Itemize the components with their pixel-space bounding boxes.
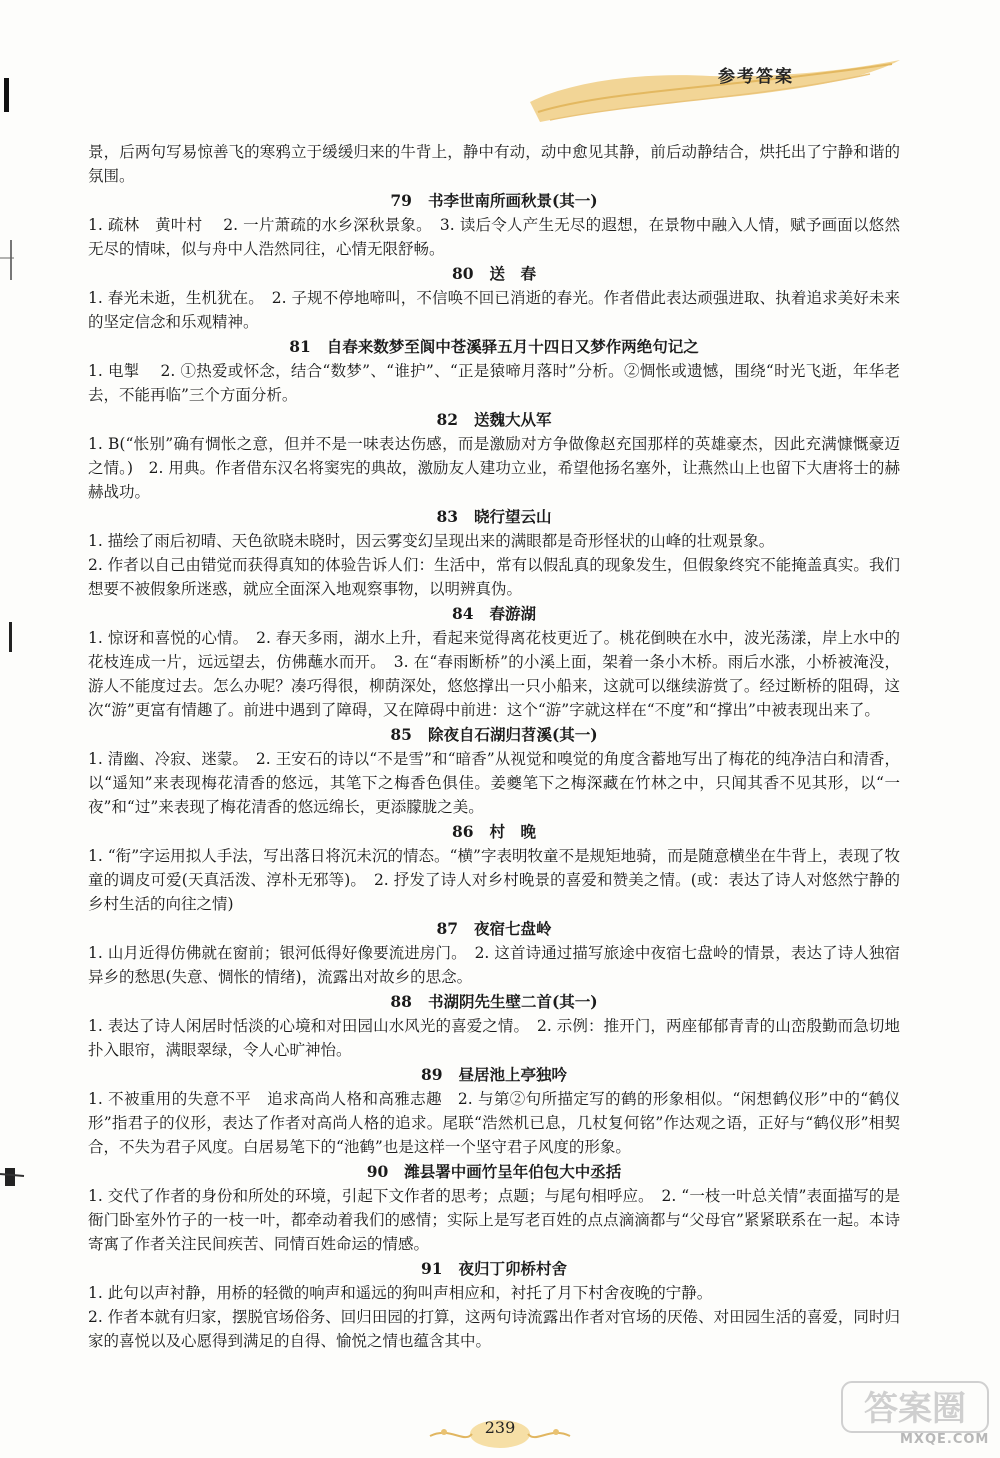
- section-heading: 潍县署中画竹呈年伯包大中丞括: [404, 1162, 622, 1181]
- answer-paragraph: 1. 春光未逝，生机犹在。 2. 子规不停地啼叫，不信唤不回已消逝的春光。作者借此表达顽强进取、执着追求美好未来的坚定信念和乐观精神。: [88, 289, 900, 331]
- section-heading: 送 春: [489, 264, 537, 283]
- section-heading: 书李世南所画秋景(其一): [427, 191, 598, 210]
- page-number: 239: [484, 1418, 516, 1437]
- section-title: [88, 1160, 900, 1184]
- section-heading: 自春来数梦至阆中苍溪驿五月十四日又梦作两绝句记之: [326, 337, 699, 356]
- answer-paragraph: 1. 山月近得仿佛就在窗前；银河低得好像要流进房门。 2. 这首诗通过描写旅途中夜宿七盘岭的情景，表达了诗人独宿异乡的愁思(失意、惆怅的情绪)，流露出对故乡的思念。: [88, 944, 900, 986]
- section-title: [88, 990, 900, 1014]
- answer-paragraph: 1. 惊讶和喜悦的心情。 2. 春天多雨，湖水上升，看起来觉得离花枝更近了。桃花倒映在水中，波光荡漾，岸上水中的花枝连成一片，远远望去，仿佛蘸水而开。 3. 在“春雨断桥”的小溪上面，架着一条小木桥。雨后水涨，小桥被淹没，游人不能度过去。怎么办呢？凑巧得很，柳荫深处，悠悠撑出一只小船来，这就可以继续游赏了。经过断桥的阻碍，这次“游”更富有情趣了。前进中遇到了障碍，又在障碍中前进：这个“游”字就这样在“不度”和“撑出”中被表现出来了。: [88, 629, 900, 719]
- answer-paragraph: 1. 此句以声衬静，用桥的轻微的响声和遥远的狗叫声相应和，衬托了月下村舍夜晚的宁静。: [88, 1284, 713, 1302]
- binding-marks: [0, 0, 30, 1454]
- header-ribbon-graphic: [530, 58, 900, 128]
- section-heading: 夜归丁卯桥村舍: [458, 1259, 568, 1278]
- section-number: 87: [436, 919, 459, 938]
- header-label: 参考答案: [718, 67, 794, 87]
- watermark-text: MXQE.COM: [900, 1432, 990, 1447]
- answer-paragraph: 1. 表达了诗人闲居时恬淡的心境和对田园山水风光的喜爱之情。 2. 示例：推开门，两座郁郁青青的山峦殷勤而急切地扑入眼帘，满眼翠绿，令人心旷神怡。: [88, 1017, 900, 1059]
- answer-paragraph: 1. B(“怅别”确有惆怅之意，但并不是一味表达伤感，而是激励对方争做像赵充国那样的英雄豪杰，因此充满慷慨豪迈之情。) 2. 用典。作者借东汉名将窦宪的典故，激励友人建功立业，希望他扬名塞外，让燕然山上也留下大唐将士的赫赫战功。: [88, 435, 900, 501]
- section-number: 85: [390, 725, 412, 744]
- section-number: 81: [289, 337, 311, 356]
- section-number: 80: [451, 264, 474, 283]
- section-heading: 书湖阴先生壁二首(其一): [427, 992, 598, 1011]
- answer-paragraph: 1. 清幽、冷寂、迷蒙。 2. 王安石的诗以“不是雪”和“暗香”从视觉和嗅觉的角度含蓄地写出了梅花的纯净洁白和清香，以“遥知”来表现梅花清香的悠远，其笔下之梅香色俱佳。姜夔笔下之梅深藏在竹林之中，只闻其香不见其形，以“一夜”和“过”来表现了梅花清香的悠远绵长，更添朦胧之美。: [88, 750, 900, 816]
- section-title: [88, 602, 900, 626]
- section-heading: 村 晚: [489, 822, 537, 841]
- section-title: [88, 189, 900, 213]
- section-number: 84: [451, 604, 474, 623]
- section-title: [88, 1063, 900, 1087]
- answer-paragraph: 1. 交代了作者的身份和所处的环境，引起下文作者的思考；点题；与尾句相呼应。 2. “一枝一叶总关情”表面描写的是衙门卧室外竹子的一枝一叶，都牵动着我们的感情；实际上是写老百姓的点点滴滴都与“父母官”紧紧联系在一起。本诗寄寓了作者关注民间疾苦、同情百姓命运的情感。: [88, 1187, 900, 1253]
- section-heading: 夜宿七盘岭: [474, 919, 552, 938]
- intro-paragraph: 景，后两句写易惊善飞的寒鸦立于缓缓归来的牛背上，静中有动，动中愈见其静，前后动静结合，烘托出了宁静和谐的氛围。: [88, 143, 900, 185]
- section-number: 82: [436, 410, 459, 429]
- answer-content: [88, 140, 900, 1353]
- answer-paragraph: 2. 作者以自己由错觉而获得真知的体验告诉人们：生活中，常有以假乱真的现象发生，但假象终究不能掩盖真实。我们想要不被假象所迷惑，就应全面深入地观察事物，以明辨真伪。: [88, 556, 900, 598]
- section-number: 89: [420, 1065, 443, 1084]
- section-number: 90: [366, 1162, 389, 1181]
- section-number: 83: [436, 507, 459, 526]
- section-heading: 昼居池上亭独吟: [458, 1065, 568, 1084]
- answer-paragraph: 1. “衔”字运用拟人手法，写出落日将沉未沉的情态。“横”字表明牧童不是规矩地骑，而是随意横坐在牛背上，表现了牧童的调皮可爱(天真活泼、淳朴无邪等)。 2. 抒发了诗人对乡村晚景的喜爱和赞美之情。(或：表达了诗人对悠然宁静的乡村生活的向往之情): [88, 847, 900, 913]
- svg-text:答案圈: 答案圈: [864, 1389, 966, 1429]
- section-title: [88, 820, 900, 844]
- answer-paragraph: 1. 电掣 2. ①热爱或怀念，结合“数梦”、“谁护”、“正是猿啼月落时”分析。②惆怅或遗憾，围绕“时光飞逝，年华老去，不能再临”三个方面分析。: [88, 362, 900, 404]
- section-number: 79: [390, 191, 412, 210]
- section-number: 88: [390, 992, 412, 1011]
- section-title: [88, 335, 900, 359]
- section-title: [88, 917, 900, 941]
- binding-marks-graphic: [0, 0, 30, 1454]
- section-title: [88, 262, 900, 286]
- section-heading: 送魏大从军: [474, 410, 552, 429]
- section-heading: 春游湖: [489, 604, 537, 623]
- answer-paragraph: 1. 不被重用的失意不平 追求高尚人格和高雅志趣 2. 与第②句所描定写的鹤的形象相似。“闲想鹤仪形”中的“鹤仪形”指君子的仪形，表达了作者对高尚人格的追求。尾联“浩然机已息，几杖复何铭”作达观之语，正好与“鹤仪形”相契合，不失为君子风度。白居易笔下的“池鹤”也是这样一个坚守君子风度的形象。: [88, 1090, 900, 1156]
- section-heading: 除夜自石湖归苕溪(其一): [427, 725, 598, 744]
- section-number: 86: [451, 822, 474, 841]
- section-title: [88, 1257, 900, 1281]
- section-heading: 晓行望云山: [474, 507, 552, 526]
- section-title: [88, 723, 900, 747]
- answer-paragraph: 1. 疏林 黄叶村 2. 一片萧疏的水乡深秋景象。 3. 读后令人产生无尽的遐想，在景物中融入人情，赋予画面以悠然无尽的情味，似与舟中人浩然同往，心情无限舒畅。: [88, 216, 900, 258]
- section-number: 91: [420, 1259, 443, 1278]
- answer-paragraph: 1. 描绘了雨后初晴、天色欲晓未晓时，因云雾变幻呈现出来的满眼都是奇形怪状的山峰的壮观景象。: [88, 532, 775, 550]
- section-title: [88, 408, 900, 432]
- answer-paragraph: 2. 作者本就有归家，摆脱官场俗务、回归田园的打算，这两句诗流露出作者对官场的厌倦、对田园生活的喜爱，同时归家的喜悦以及心愿得到满足的自得、愉悦之情也蕴含其中。: [88, 1308, 900, 1350]
- section-title: [88, 505, 900, 529]
